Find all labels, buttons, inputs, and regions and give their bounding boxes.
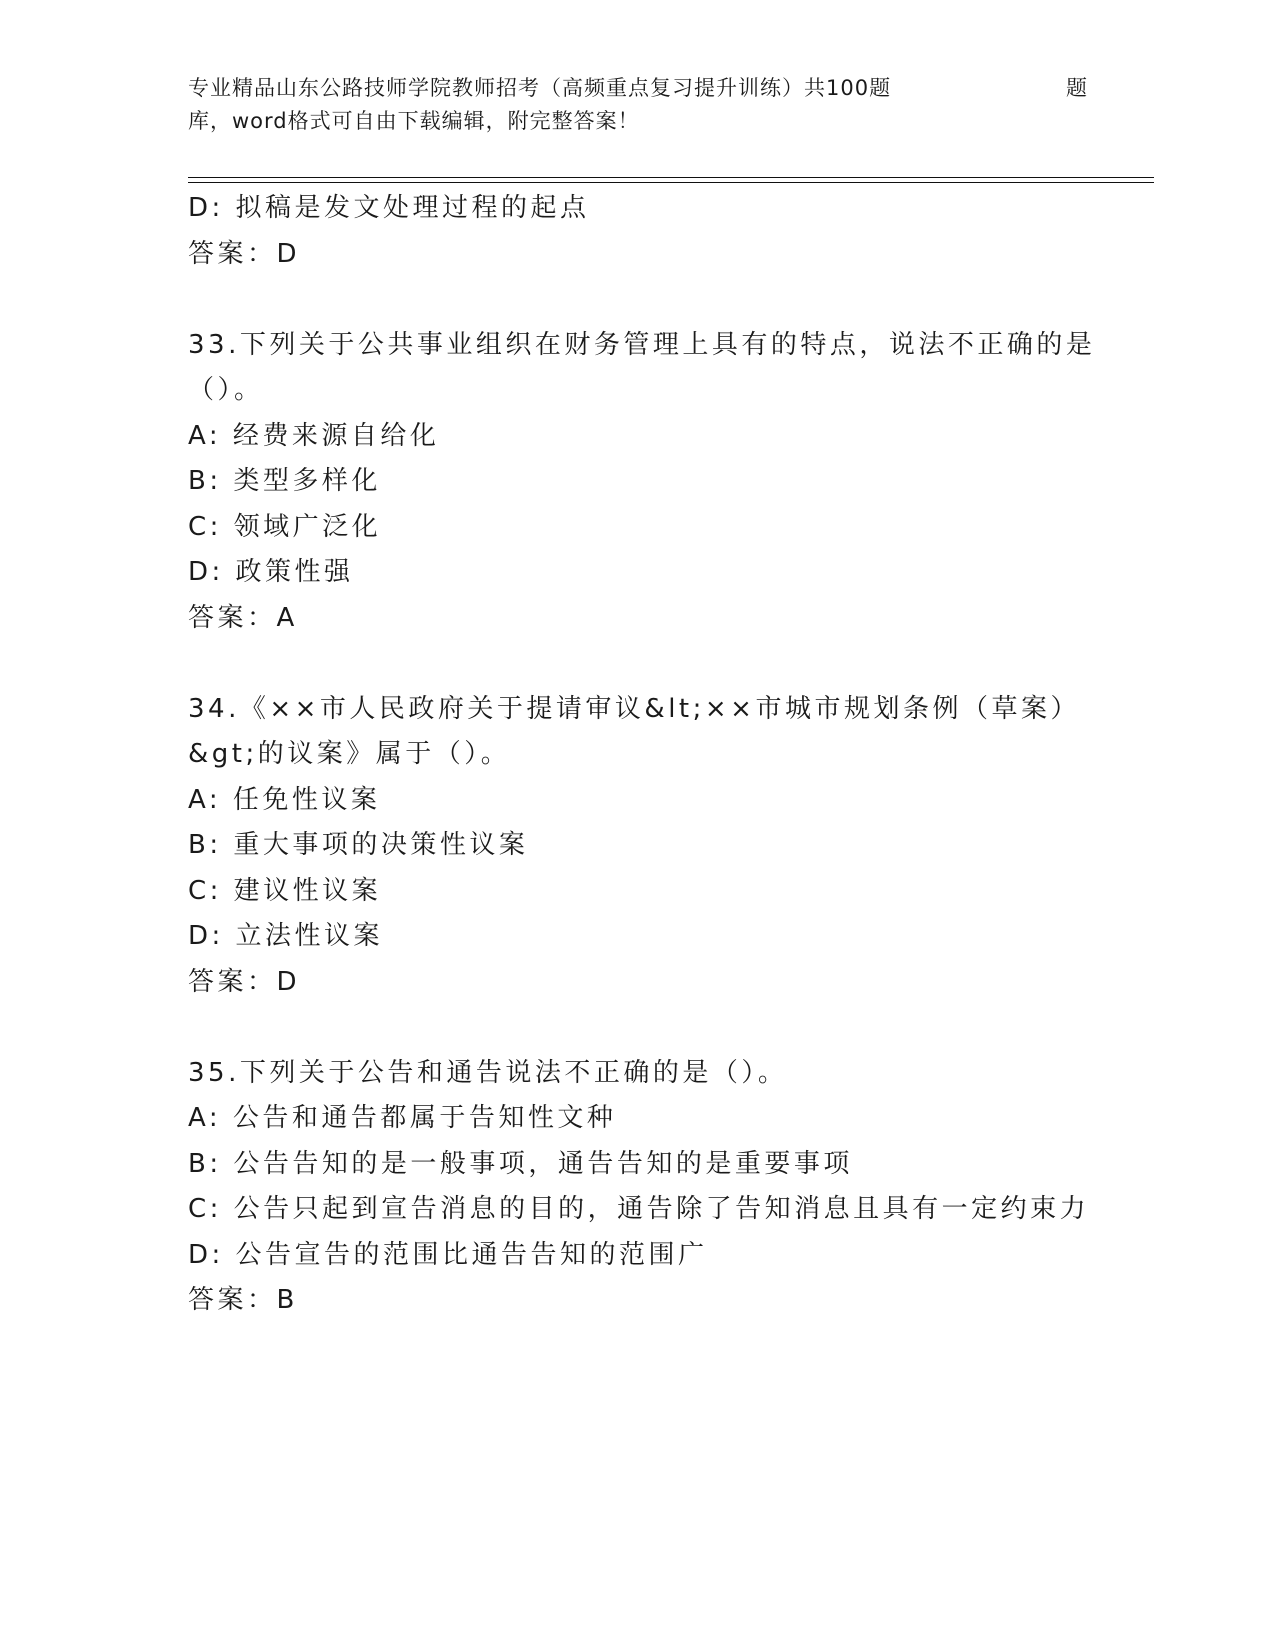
option-a: A: 任免性议案 xyxy=(188,784,381,815)
header-title-tail: 题 xyxy=(1066,76,1088,100)
header-line-2 xyxy=(188,105,1088,138)
option-d: D: 公告宣告的范围比通告告知的范围广 xyxy=(188,1239,708,1270)
question-stem-cont: &gt;的议案》属于（）。 xyxy=(188,739,511,769)
option-d: D: 政策性强 xyxy=(188,557,354,587)
question-33 xyxy=(188,323,1096,642)
answer: 答案：B xyxy=(188,1285,298,1315)
answer: 答案：A xyxy=(188,602,298,633)
answer: 答案：D xyxy=(188,238,301,269)
question-35 xyxy=(188,1051,1088,1324)
header-subtitle: 库，word格式可自由下载编辑，附完整答案！ xyxy=(188,109,640,133)
option-c: C: 建议性议案 xyxy=(188,875,382,906)
question-stem: 35.下列关于公告和通告说法不正确的是（）。 xyxy=(188,1057,788,1088)
option-c: C: 公告只起到宣告消息的目的，通告除了告知消息且具有一定约束力 xyxy=(188,1194,1090,1224)
header-divider-top xyxy=(188,177,1154,178)
question-list xyxy=(188,186,1096,1324)
option-c: C: 领域广泛化 xyxy=(188,511,382,542)
header-line-1 xyxy=(188,72,1088,105)
option-b: B: 重大事项的决策性议案 xyxy=(188,830,529,860)
spacer xyxy=(188,641,1088,687)
question-stem: 34.《××市人民政府关于提请审议&lt;××市城市规划条例（草案） xyxy=(188,693,1080,724)
option-b: B: 公告告知的是一般事项，通告告知的是重要事项 xyxy=(188,1148,853,1179)
previous-question-tail xyxy=(188,186,1088,277)
spacer xyxy=(188,1005,1088,1051)
answer: 答案：D xyxy=(188,966,301,997)
question-34 xyxy=(188,687,1088,1006)
question-stem: 33.下列关于公共事业组织在财务管理上具有的特点，说法不正确的是 xyxy=(188,329,1096,360)
option-d: D: 拟稿是发文处理过程的起点 xyxy=(188,193,590,223)
header-divider-bottom xyxy=(188,182,1154,183)
option-a: A: 经费来源自给化 xyxy=(188,420,440,451)
document-header xyxy=(188,72,1088,138)
option-b: B: 类型多样化 xyxy=(188,466,381,496)
option-d: D: 立法性议案 xyxy=(188,921,384,951)
spacer xyxy=(188,277,1088,323)
question-stem-cont: （）。 xyxy=(188,375,264,405)
header-title: 专业精品山东公路技师学院教师招考（高频重点复习提升训练）共100题 xyxy=(188,76,892,100)
option-a: A: 公告和通告都属于告知性文种 xyxy=(188,1103,617,1133)
